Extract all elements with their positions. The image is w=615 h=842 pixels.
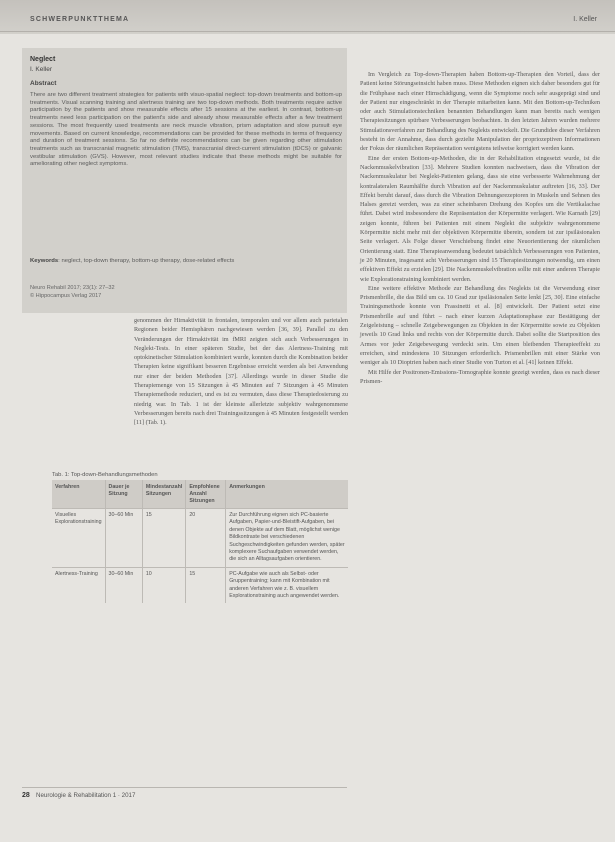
table-header-cell: Mindestanzahl Sitzungen	[142, 480, 186, 509]
citation-line-2: © Hippocampus Verlag 2017	[30, 292, 102, 299]
table-header-cell: Verfahren	[52, 480, 105, 509]
citation	[30, 285, 330, 300]
keywords: Keywords: neglect, top-down therapy, bottom-up therapy, dose-related effects	[30, 258, 235, 264]
header-rule	[0, 31, 615, 32]
abstract-author: I. Keller	[30, 66, 53, 73]
right-column	[360, 70, 600, 386]
table-row	[52, 509, 348, 568]
table-header-row	[52, 480, 348, 509]
table-header-cell: Empfohlene Anzahl Sitzungen	[186, 480, 226, 509]
running-author: I. Keller	[573, 16, 597, 23]
table-header-cell: Anmerkungen	[226, 480, 348, 509]
table-row	[52, 567, 348, 603]
abstract-text: There are two different treatment strategies for patients with visuo-spatial neglect: top-down treatments and bottom-up treatments. Visual scanning training and alertness training are two top-down methods. Both treatments require active participation by the patients and show measurable effects after 15 sessions at the earliest. In contrast, bottom-up treatments need less participation on the patient's side and already show measurable effects after a few treatment sessions. The most frequently used treatments are neck muscle vibration, prism adaptation and slow pursuit eye movements. Based on current knowledge, recommendations can be provided for these methods in terms of frequency and duration of treatment sessions. So far no definite recommendations can be given regarding other stimulation treatments such as transcranial magnetic stimulation (TMS), transcranial direct-current stimulation (tDCS) or galvanic vestibular stimulation (GVS). However, most relevant studies indicate that these methods might be suitable for ameliorating other neglect symptoms.	[30, 92, 342, 168]
running-head: SCHWERPUNKTTHEMA	[30, 16, 130, 23]
right-column-paragraph: Im Vergleich zu Top-down-Therapien haben Bottom-up-Therapien den Vorteil, dass der Patient keine Störungseinsicht haben muss. Diese Methoden eignen sich daher besonders gut für die Frühphase nach einer Hirnschädigung, wenn die Symptome noch sehr ausgeprägt sind und der Patient nur eingeschränkt in der Therapie mitarbeiten kann. Mit den Bottom-up-Techniken oder auch Stimulationstechniken benannten Behandlungen kann man bereits nach wenigen Therapiesitzungen spürbare Verbesserungen beobachten. In den letzten Jahren wurden mehrere Stimulationsverfahren zur Behandlung des Neglekts entwickelt. Die Grundidee dieser Verfahren besteht in der Annahme, dass durch gezielte Manipulation der propriozeptiven Informationen der Fokus der räumlichen Repräsentation wenigstens teilweise korrigiert werden kann.	[360, 71, 600, 153]
right-column-paragraph: Mit Hilfe der Positronen-Emissions-Tomographie konnte gezeigt werden, dass es nach dieser Prismen-	[360, 368, 600, 385]
table-cell: 20	[186, 509, 226, 568]
right-column-paragraph: Eine der ersten Bottom-up-Methoden, die in der Rehabilitation eingesetzt wurde, ist die Nackenmuskelvibration [33]. Mehrere Studien konnten nachweisen, dass die Vibration der Nackenmuskulatur bei Neglekt-Patienten gelang, dass sie eine verbesserte Wahrnehmung der kontralateralen Raumhälfte durch Vibration auf der Nackenmuskulatur auftreten [16, 33]. Der Effekt beruht darauf, dass durch die Vibration Dehnungsrezeptoren in Muskeln und Sehnen des Halses gereizt werden, was zu einer scheinbaren Drehung des Kopfes um die Vertikalachse führt. Dabei wird insbesondere die Repräsentation der Körpermitte verlagert. Wie Karnath [29] zeigen konnte, führen bei Patienten mit einem Neglekt die subjektiv wahrgenommene Körpermitte nicht mehr mit der objektiven Körpermitte überein, sondern ist zur ipsiläsionalen Seite verlagert. Als Folge dieser Verschiebung findet eine Neuorientierung der räumlichen Orientierung statt. Eine Therapieanwendung bedeutet tatsächlich Verbesserungen von Patienten, je 20 Minuten, insgesamt acht Verbesserungen sind 15 Therapiesitzungen notwendig, um einen effektiven Effekt zu erzielen [29]. Die Nackenmuskelvibration sollte mit einer anderen Therapie wie Explorationstraining kombiniert werden.	[360, 154, 600, 283]
keywords-label: Keywords	[30, 258, 59, 264]
abstract-title: Neglect	[30, 56, 56, 63]
table-caption: Tab. 1: Top-down-Behandlungsmethoden	[52, 472, 158, 478]
table-cell: 30–60 Min	[105, 567, 142, 603]
table-header-cell: Dauer je Sitzung	[105, 480, 142, 509]
table-cell: 15	[186, 567, 226, 603]
mid-column	[134, 316, 348, 428]
table-cell: Zur Durchführung eignen sich PC-basierte Aufgaben, Papier-und-Bleistift-Aufgaben, bei denen Objekte auf dem Blatt, möglichst wenige Bildkontraste bei verschiedenen Suchgeschwindigkeiten gefunden werden, später komplexere Suchaufgaben verwendet werden, die sich an Alltagsaufgaben orientieren.	[226, 509, 348, 568]
footer-rule	[22, 787, 347, 788]
mid-column-paragraph: genommen der Hirnaktivität in frontalen, temporalen und vor allem auch parietalen Regionen beider Hemisphären nachgewiesen werden [36, 39]. Parallel zu den Veränderungen der Hirnaktivität im fMRI zeigten sich auch Verbesserungen in Neglekt-Tests. In einer späteren Studie, bei der das Alertness-Training mit optokinetischer Stimulation kombiniert wurde, konnten durch die Kombination beider Therapien keine signifikant besseren Ergebnisse erreicht werden als bei Anwendung nur einer der beiden Methoden [37]. Allerdings wurde in dieser Studie die Therapiemenge von 15 Sitzungen à 45 Minuten auf 7 Sitzungen à 45 Minuten Therapiemethode reduziert, und es ist zu vermuten, dass diese Therapiedosierung zu niedrig war. In Tab. 1 ist der kleinste allerletzte subjektiv wahrgenommene Verbesserungen bereits nach drei Trainingssitzungen à 45 Minuten festgestellt werden [11] (Tab. 1).	[134, 317, 348, 427]
abstract-box	[22, 48, 347, 313]
table-cell: 15	[142, 509, 186, 568]
right-column-paragraph: Eine weitere effektive Methode zur Behandlung des Neglekts ist die Verwendung einer Prismenbrille, die das Bild um ca. 10 Grad zur ipsiläsionalen Seite lenkt [25, 30]. Eine einfache Trainingsmethode konnte von Frassinetti et al. [8] entwickelt. Der Patient setzt eine Prismenbrille auf und führt – nach einer kurzen Adaptationsphase zur Bestätigung der Zeigeleistung – schnelle Zeigebewegungen zu Objekten in der Körpermitte sowie zu Objekten jeweils 10 Grad links und rechts von der Körpermitte durch. Dabei sollte die Startposition des Armes vor jeder Zeigebewegung verdeckt sein. Um einen bleibenden Therapieeffekt zu erreichen, sind mindestens 10 Sitzungen erforderlich. Prismenbrillen mit einer Stärke von weniger als 10 Dioptrien haben nach einer Studie von Turton et al. [41] keinen Effekt.	[360, 284, 600, 367]
table-cell: PC-Aufgabe wie auch als Selbst- oder Gruppentraining; kann mit Kombination mit anderen Verfahren wie z. B. visuellem Explorationstraining auch angewendet werden.	[226, 567, 348, 603]
table-cell: Alertness-Training	[52, 567, 105, 603]
journal-footer: Neurologie & Rehabilitation 1 · 2017	[36, 792, 136, 799]
page-number: 28	[22, 792, 30, 799]
table-cell: 30–60 Min	[105, 509, 142, 568]
keywords-text: neglect, top-down therapy, bottom-up therapy, dose-related effects	[61, 258, 235, 264]
citation-line-1: Neuro Rehabil 2017; 23(1): 27–32	[30, 285, 115, 291]
abstract-label: Abstract	[30, 80, 57, 87]
treatment-table	[52, 480, 348, 603]
table-cell: Visuelles Explorationstraining	[52, 509, 105, 568]
table-cell: 10	[142, 567, 186, 603]
